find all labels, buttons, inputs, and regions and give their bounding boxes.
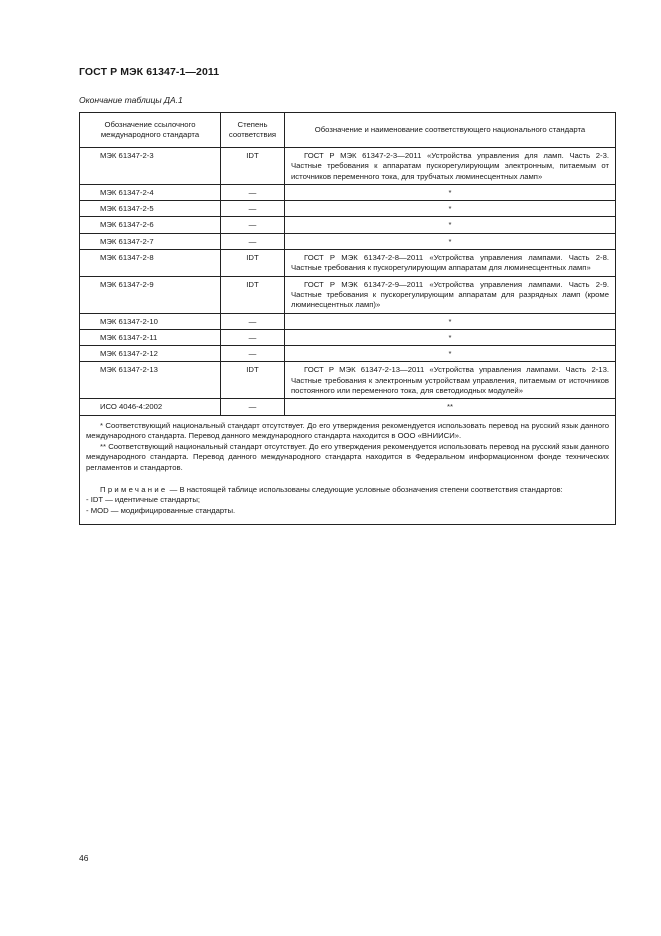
ref-cell: МЭК 61347-2-10 [80,313,221,329]
table-row [80,313,616,329]
ref-cell: МЭК 61347-2-8 [80,250,221,277]
note-text: — В настоящей таблице использованы следующие условные обозначения степени соответствия стандартов: [167,484,563,494]
page-number: 46 [79,853,89,863]
document-header: ГОСТ Р МЭК 61347-1—2011 [79,66,220,78]
note-paragraph [86,485,609,496]
ref-cell: МЭК 61347-2-4 [80,184,221,200]
ref-cell: МЭК 61347-2-12 [80,346,221,362]
ref-cell: МЭК 61347-2-3 [80,148,221,185]
national-cell: * [285,329,616,345]
column-header-national: Обозначение и наименование соответствующего национального стандарта [285,113,616,148]
degree-cell: — [221,184,285,200]
standards-table [79,112,616,525]
degree-cell: — [221,217,285,233]
national-cell: ГОСТ Р МЭК 61347-2-13—2011 «Устройства управления лампами. Часть 2-13. Частные требования к электронным устройствам управления, питаемым от источников постоянного или переменного тока, для светодиодных модулей» [285,362,616,399]
table-row [80,217,616,233]
footnote-double-asterisk: ** Соответствующий национальный стандарт отсутствует. До его утверждения рекомендуется использовать перевод на русский язык данного международного стандарта. Перевод данного международного стандарта находится в Федеральном информационном фонде технических регламентов и стандартов. [86,441,609,473]
degree-cell: — [221,313,285,329]
degree-cell: IDT [221,250,285,277]
ref-cell: МЭК 61347-2-6 [80,217,221,233]
ref-cell: МЭК 61347-2-13 [80,362,221,399]
note-item-mod: - MOD — модифицированные стандарты. [86,505,236,515]
degree-cell: — [221,329,285,345]
table-notes [80,415,616,525]
national-cell: ГОСТ Р МЭК 61347-2-8—2011 «Устройства управления лампами. Часть 2-8. Частные требования к пускорегулирующим аппаратам для люминесцентных ламп» [285,250,616,277]
table-caption: Окончание таблицы ДА.1 [79,95,183,105]
table-row [80,233,616,249]
degree-cell: — [221,233,285,249]
national-cell: ** [285,399,616,415]
ref-cell: МЭК 61347-2-9 [80,276,221,313]
national-cell: * [285,313,616,329]
table-row [80,362,616,399]
national-cell: ГОСТ Р МЭК 61347-2-3—2011 «Устройства управления для ламп. Часть 2-3. Частные требования к аппаратам пускорегулирующим электронным, питаемым от источников переменного тока, для трубчатых люминесцентных ламп» [285,148,616,185]
column-header-ref: Обозначение ссылочного международного стандарта [80,113,221,148]
national-cell: * [285,201,616,217]
ref-cell: ИСО 4046-4:2002 [80,399,221,415]
national-cell: * [285,346,616,362]
degree-cell: — [221,399,285,415]
ref-cell: МЭК 61347-2-11 [80,329,221,345]
table-row [80,346,616,362]
table-row [80,148,616,185]
table-header-row [80,113,616,148]
table-row [80,201,616,217]
degree-cell: IDT [221,362,285,399]
table-row [80,399,616,415]
table-row [80,276,616,313]
table-row [80,329,616,345]
degree-cell: IDT [221,148,285,185]
national-cell: ГОСТ Р МЭК 61347-2-9—2011 «Устройства управления лампами. Часть 2-9. Частные требования к пускорегулирующим аппаратам для разрядных ламп (кроме люминесцентных ламп)» [285,276,616,313]
degree-cell: IDT [221,276,285,313]
table-notes-row [80,415,616,525]
note-item-idt: - IDT — идентичные стандарты; [86,495,201,505]
national-cell: * [285,233,616,249]
footnote-single-asterisk: * Соответствующий национальный стандарт отсутствует. До его утверждения рекомендуется использовать перевод на русский язык данного международного стандарта. Перевод данного международного стандарта находится в ООО «ВНИИСИ». [86,420,609,441]
national-cell: * [285,184,616,200]
ref-cell: МЭК 61347-2-5 [80,201,221,217]
ref-cell: МЭК 61347-2-7 [80,233,221,249]
degree-cell: — [221,346,285,362]
table-row [80,184,616,200]
table-row [80,250,616,277]
degree-cell: — [221,201,285,217]
national-cell: * [285,217,616,233]
column-header-degree: Степень соответствия [221,113,285,148]
note-label: Примечание [100,484,168,494]
